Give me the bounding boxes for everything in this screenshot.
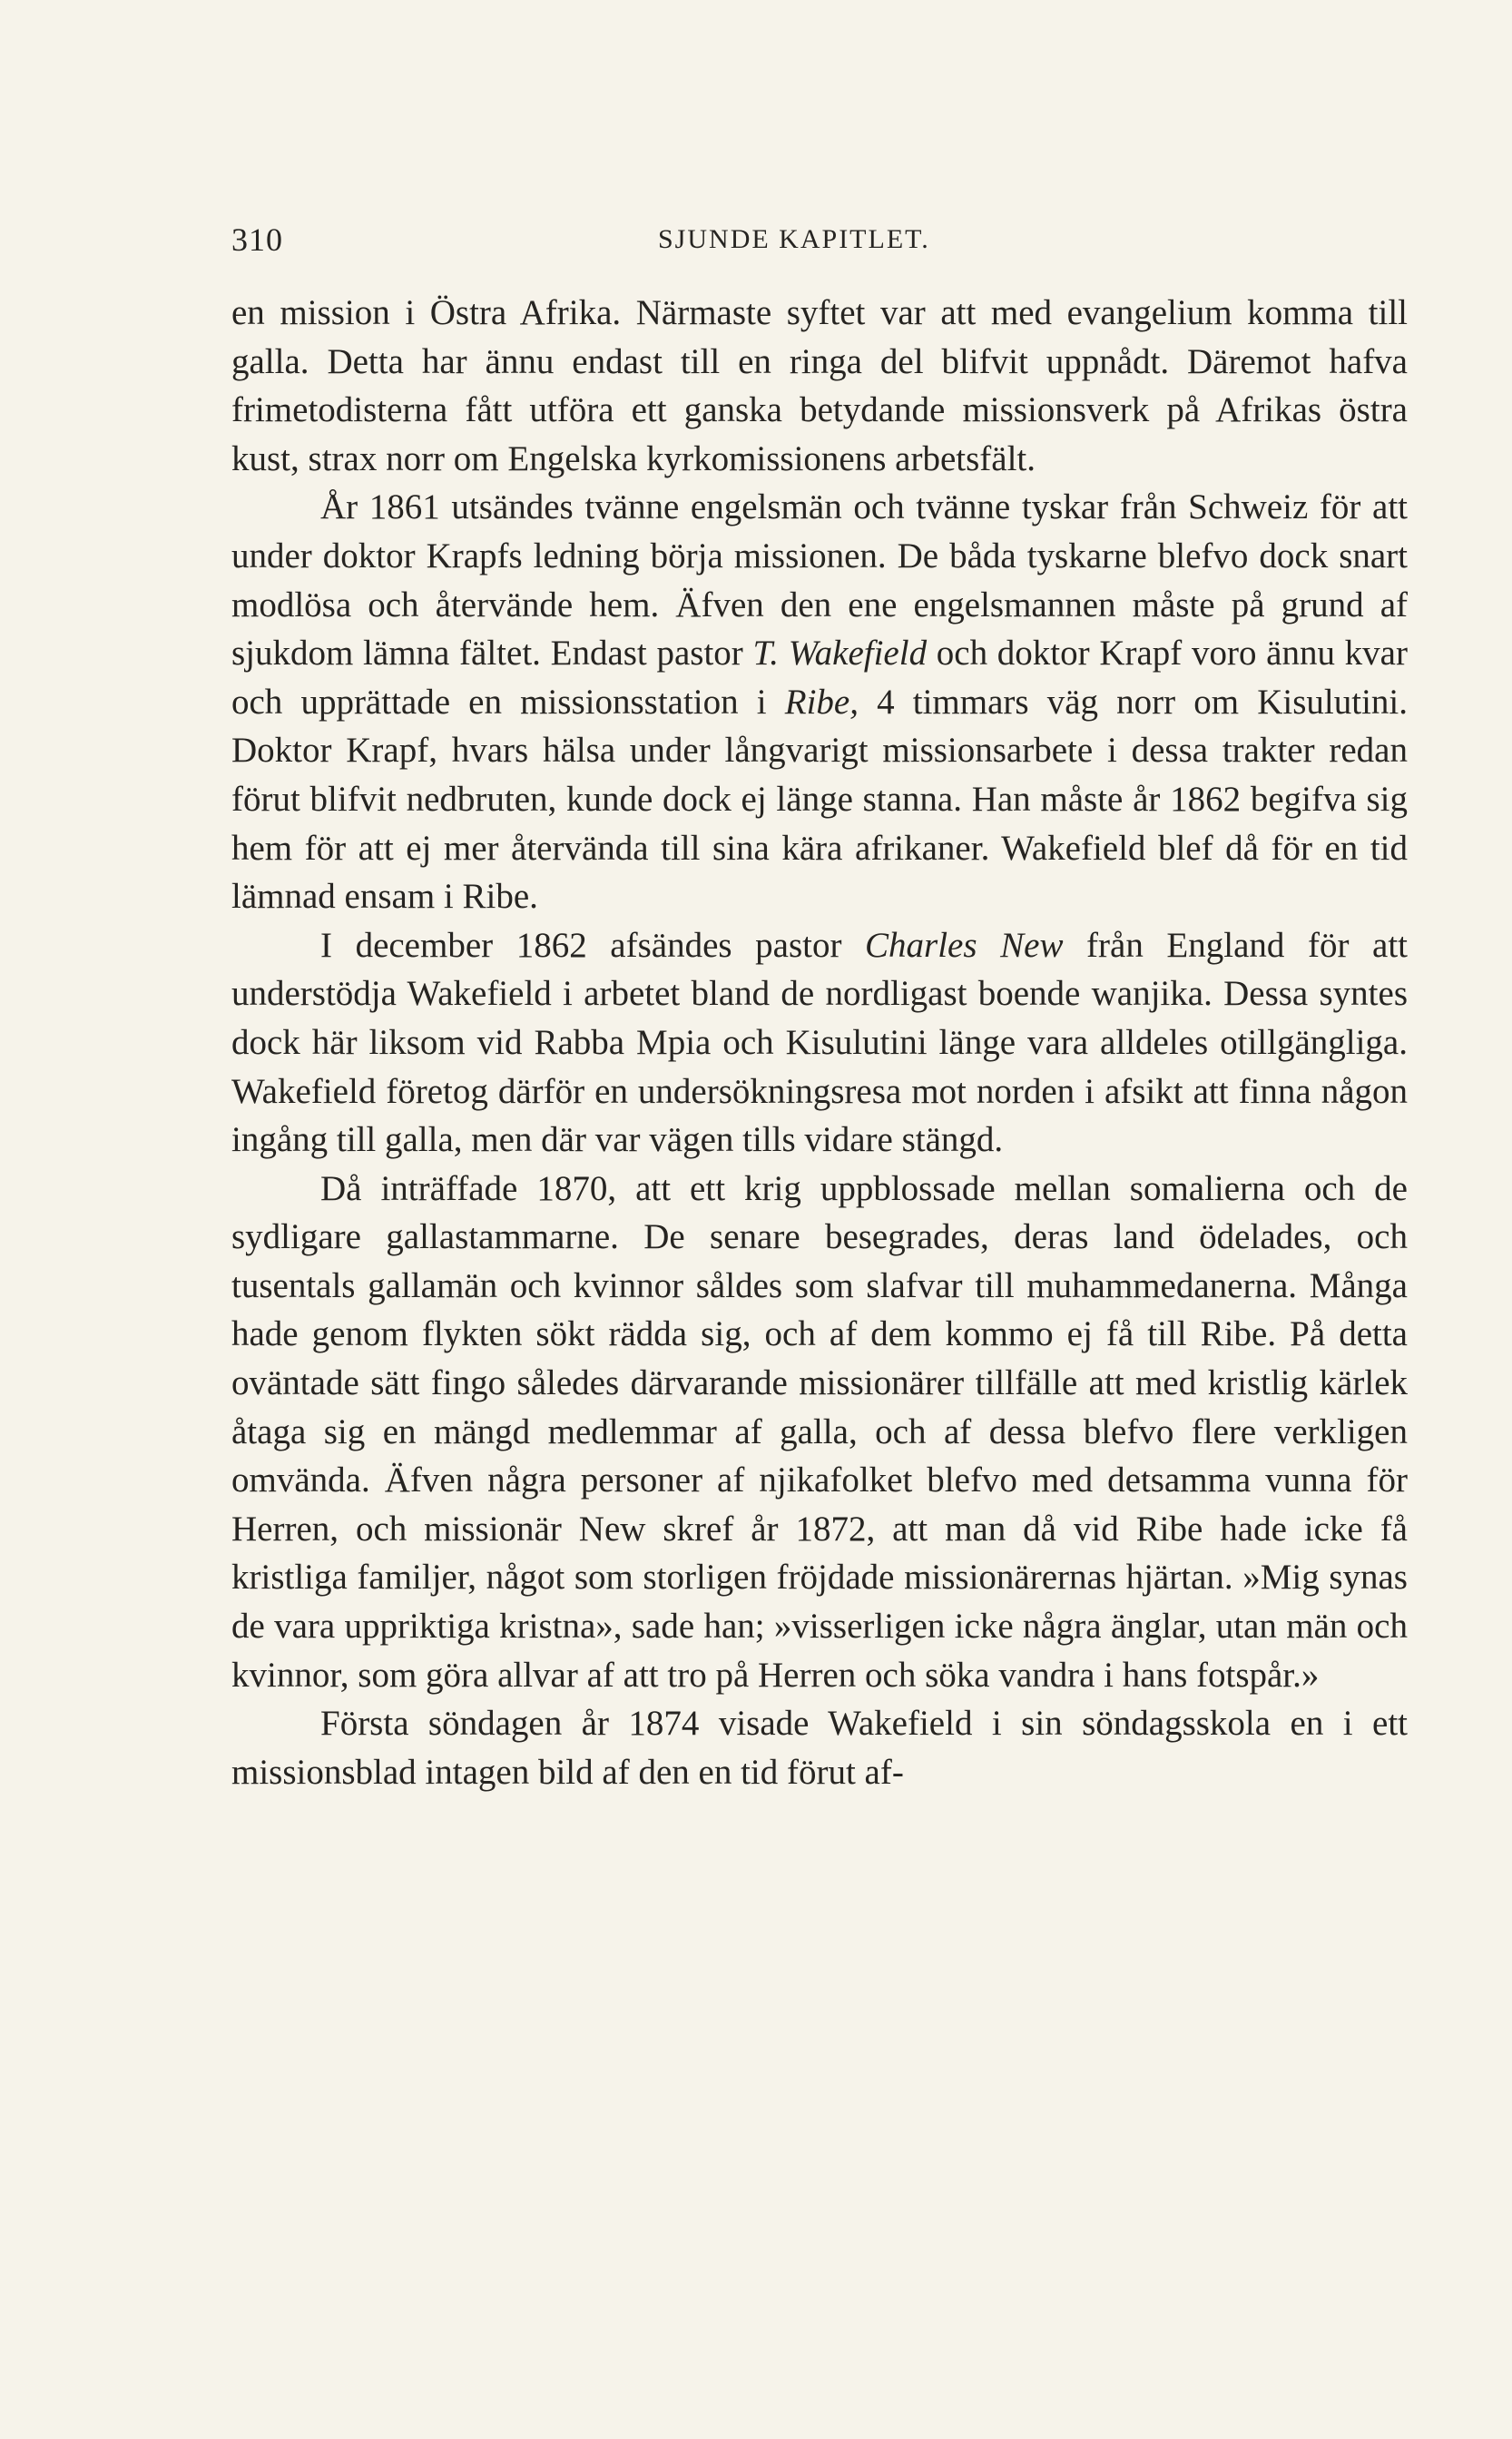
paragraph-3-text-a: I december 1862 afsändes pastor xyxy=(320,925,866,965)
body-text xyxy=(231,289,1408,1796)
paragraph-2-text-b: och doktor Krapf voro ännu kvar och upprättade en missionsstation i xyxy=(231,634,1408,722)
paragraph-3 xyxy=(231,921,1408,1165)
paragraph-3-text-b: från England för att understödja Wakefield i arbetet bland de nordligast boende wanjika. Dessa syntes dock här liksom vid Rabba Mpia och Kisulutini länge vara alldeles otillgängliga. Wakefield företog därför en undersökningsresa mot norden i afsikt att finna någon ingång till galla, men där var vägen tills vidare stängd. xyxy=(231,925,1408,1160)
ribe-place: Ribe, xyxy=(784,682,859,722)
paragraph-2-text-c: 4 timmars väg norr om Kisulutini. Doktor Krapf, hvars hälsa under långvarigt missionsarbete i dessa trakter redan förut blifvit nedbruten, kunde dock ej länge stanna. Han måste år 1862 begifva sig hem för att ej mer återvända till sina kära afrikaner. Wakefield blef då för en tid lämnad ensam i Ribe. xyxy=(231,682,1408,917)
paragraph-5: Första söndagen år 1874 visade Wakefield i sin söndagsskola en i ett missionsblad intagen bild af den en tid förut af- xyxy=(231,1704,1408,1792)
charles-new-name: Charles New xyxy=(865,925,1064,965)
paragraph-1: en mission i Östra Afrika. Närmaste syftet var att med evangelium komma till galla. Detta har ännu endast till en ringa del blifvit uppnådt. Däremot hafva frimetodisterna fått utföra ett ganska betydande missionsverk på Afrikas östra kust, strax norr om Engelska kyrkomissionens arbetsfält. xyxy=(231,293,1408,478)
page-number: 310 xyxy=(231,221,283,258)
paragraph-2-text-a: År 1861 utsändes tvänne engelsmän och tvänne tyskar från Schweiz för att under doktor Krapfs ledning börja missionen. De båda tyskarne blefvo dock snart modlösa och återvände hem. Äfven den ene engelsmannen måste på grund af sjukdom lämna fältet. Endast pastor xyxy=(231,487,1408,674)
page-header xyxy=(231,221,1411,266)
paragraph-2 xyxy=(231,483,1408,920)
running-head: SJUNDE KAPITLET. xyxy=(658,224,930,254)
wakefield-name: T. Wakefield xyxy=(752,634,928,674)
paragraph-4: Då inträffade 1870, att ett krig uppblossade mellan somalierna och de sydligare gallastammarne. De senare besegrades, deras land ödelades, och tusentals gallamän och kvinnor såldes som slafvar till muhammedanerna. Många hade genom flykten sökt rädda sig, och af dem kommo ej få till Ribe. På detta oväntade sätt fingo således därvarande missionärer tillfälle att med kristlig kärlek åtaga sig en mängd medlemmar af galla, och af dessa blefvo flere verkligen omvända. Äfven några personer af njikafolket blefvo med detsamma vunna för Herren, och missionär New skref år 1872, att man då vid Ribe hade icke få kristliga familjer, något som storligen fröjdade missionärernas hjärtan. »Mig synas de vara uppriktiga kristna», sade han; »visserligen icke några änglar, utan män och kvinnor, som göra allvar af att tro på Herren och söka vandra i hans fotspår.» xyxy=(231,1168,1408,1695)
